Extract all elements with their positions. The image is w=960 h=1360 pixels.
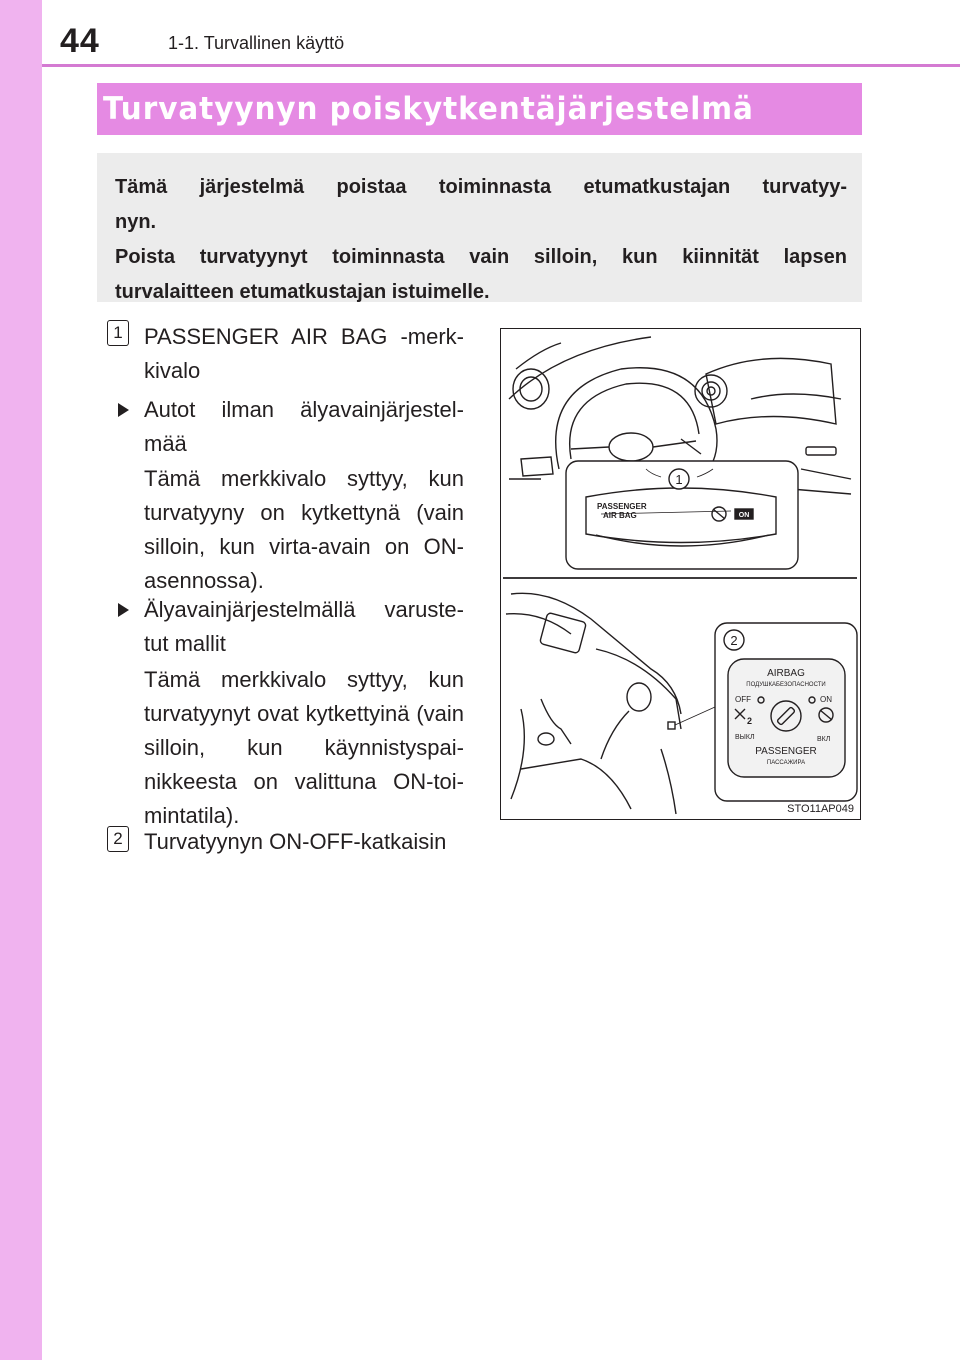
sub-1-heading-line-2: mää	[144, 431, 187, 456]
switch-title-ru: ПОДУШКАБЕЗОПАСНОСТИ	[746, 682, 826, 688]
side-color-band	[0, 0, 42, 1360]
bullet-arrow-icon	[118, 403, 129, 417]
intro-line-2: nyn.	[115, 211, 157, 233]
switch-title: AIRBAG	[767, 668, 805, 679]
item-1-line-2: kivalo	[144, 358, 201, 383]
sub-1-text: Tämä merkkivalo syttyy, kun turvatyyny on kytkettynä (vain silloin, kun virta-avain on ON-asennossa).	[144, 466, 464, 593]
intro-line-4: turvalaitteen etumatkustajan istuimelle.	[115, 281, 490, 303]
sub-2-heading-line-2: tut mallit	[144, 631, 226, 656]
section-label: 1-1. Turvallinen käyttö	[168, 33, 345, 53]
item-number-badge: 2	[107, 826, 129, 852]
indicator-label-line-1: PASSENGER	[597, 502, 647, 511]
svg-text:2: 2	[747, 716, 753, 726]
intro-box	[97, 153, 862, 302]
item-1-line-1: PASSENGER AIR BAG -merk-	[144, 324, 464, 349]
switch-passenger-label: PASSENGER	[755, 746, 817, 757]
callout-2-number: 2	[730, 633, 738, 648]
switch-passenger-ru-label: ПАССАЖИРА	[766, 760, 806, 766]
page-number: 44	[60, 22, 100, 60]
switch-off-ru-label: ВЫКЛ	[735, 734, 755, 741]
sub-2-text: Tämä merkkivalo syttyy, kun turvatyynyt ovat kytkettyinä (vain silloin, kun käynnistyspai-nikkeesta on valittuna ON-toi-mintatila).	[144, 667, 464, 828]
figure-code: STO11AP049	[787, 803, 854, 815]
page-title: Turvatyynyn poiskytkentäjärjestelmä	[103, 91, 754, 127]
title-bar	[97, 83, 862, 135]
header-rule	[42, 64, 960, 67]
switch-on-ru-label: ВКЛ	[817, 736, 831, 743]
intro-line-3: Poista turvatyynyt toiminnasta vain silloin, kun kiinnität lapsen	[115, 246, 847, 268]
sub-1-heading-line-1: Autot ilman älyavainjärjestel-	[144, 397, 464, 422]
sub-2-heading-line-1: Älyavainjärjestelmällä varuste-	[144, 597, 464, 622]
intro-line-1: Tämä järjestelmä poistaa toiminnasta etumatkustajan turvatyy-	[115, 176, 847, 198]
item-number-badge: 1	[107, 320, 129, 346]
indicator-on-label: ON	[738, 512, 750, 519]
switch-off-label: OFF	[735, 695, 751, 704]
illustration-figure	[500, 328, 861, 820]
callout-1-number: 1	[675, 472, 683, 487]
item-2-line-1: Turvatyynyn ON-OFF-katkaisin	[144, 829, 447, 854]
bullet-arrow-icon	[118, 603, 129, 617]
indicator-label-line-2: AIR BAG	[603, 511, 637, 520]
switch-on-label: ON	[820, 695, 832, 704]
dashboard-illustration	[501, 329, 859, 818]
